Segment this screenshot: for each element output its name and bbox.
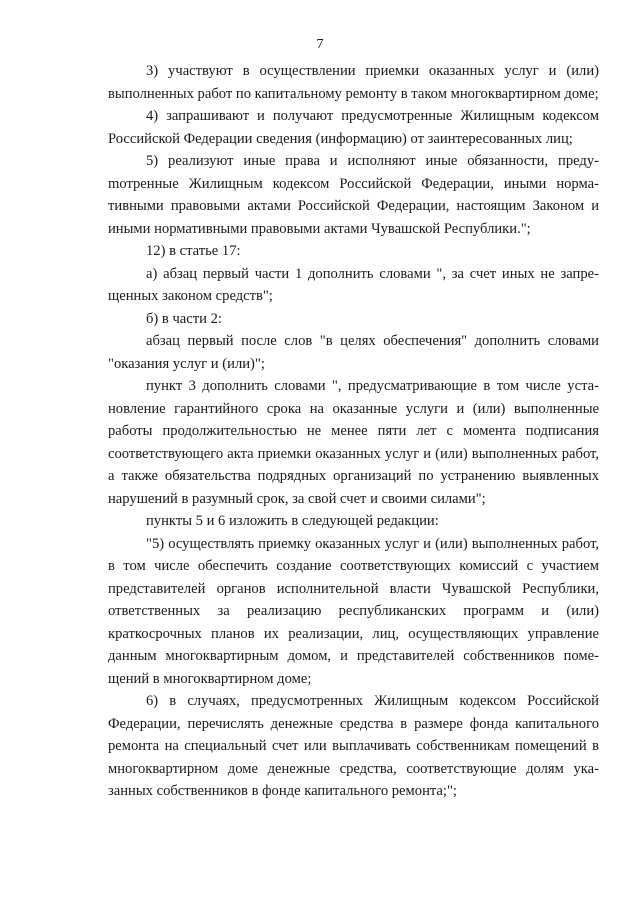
paragraph-punkt-3: пункт 3 дополнить словами ", предусматривающие в том числе установление гарантийного срока на оказанные услуги и (или) выполненные работы продолжительностью не менее пяти лет с момента подписания соответствующего акта приемки оказанных услуг и (или) выполненных работ, а также обязательства подрядных организаций по устранению выявленных нарушений в разумный срок, за свой счет и своими силами"; <box>108 378 599 507</box>
paragraph-item-3: 3) участвуют в осуществлении приемки оказанных услуг и (или) выполненных работ по капитальному ремонту в таком многоквартирном доме; <box>108 63 599 102</box>
paragraph-item-4: 4) запрашивают и получают предусмотренные Жилищным кодексом Российской Федерации сведения (информацию) от заинтересованных лиц; <box>108 108 599 147</box>
paragraph-first-abzac: абзац первый после слов "в целях обеспечения" дополнить словами "оказания услуг и (или)"; <box>108 333 599 372</box>
paragraph-subitem-a: а) абзац первый части 1 дополнить словами ", за счет иных не запрещенных законом средств"; <box>108 265 599 304</box>
page-number: 7 <box>316 37 324 52</box>
paragraph-item-5: 5) реализуют иные права и исполняют иные обязанности, предуmотренные Жилищным кодексом Российской Федерации, иными нормативными правовыми актами Российской Федерации, настоящим Законом и иными нормативными правовыми актами Чувашской Республики."; <box>108 153 599 237</box>
paragraph-article-17: 12) в статье 17: <box>146 243 241 259</box>
paragraph-new-item-5: "5) осуществлять приемку оказанных услуг и (или) выполненных работ, в том числе обеспечить создание соответствующих комиссий с участием представителей органов исполнительной власти Чувашской Республики, ответственных за реализацию республиканских программ и (или) краткосрочных планов их реализации, лиц, осуществляющих управление данным многоквартирным домом, и представителей собственников помещений в многоквартирном доме; <box>108 535 599 687</box>
paragraph-subitem-b: б) в части 2: <box>146 310 222 327</box>
document-body <box>108 60 599 803</box>
paragraph-new-item-6: 6) в случаях, предусмотренных Жилищным кодексом Российской Федерации, перечислять денежные средства в размере фонда капитального ремонта на специальный счет или выплачивать собственникам помещений в многоквартирном доме денежные средства, соответствующие долям указанных собственников в фонде капитального ремонта;"; <box>108 693 599 799</box>
paragraph-punkty-5-6: пункты 5 и 6 изложить в следующей редакции: <box>146 513 439 529</box>
